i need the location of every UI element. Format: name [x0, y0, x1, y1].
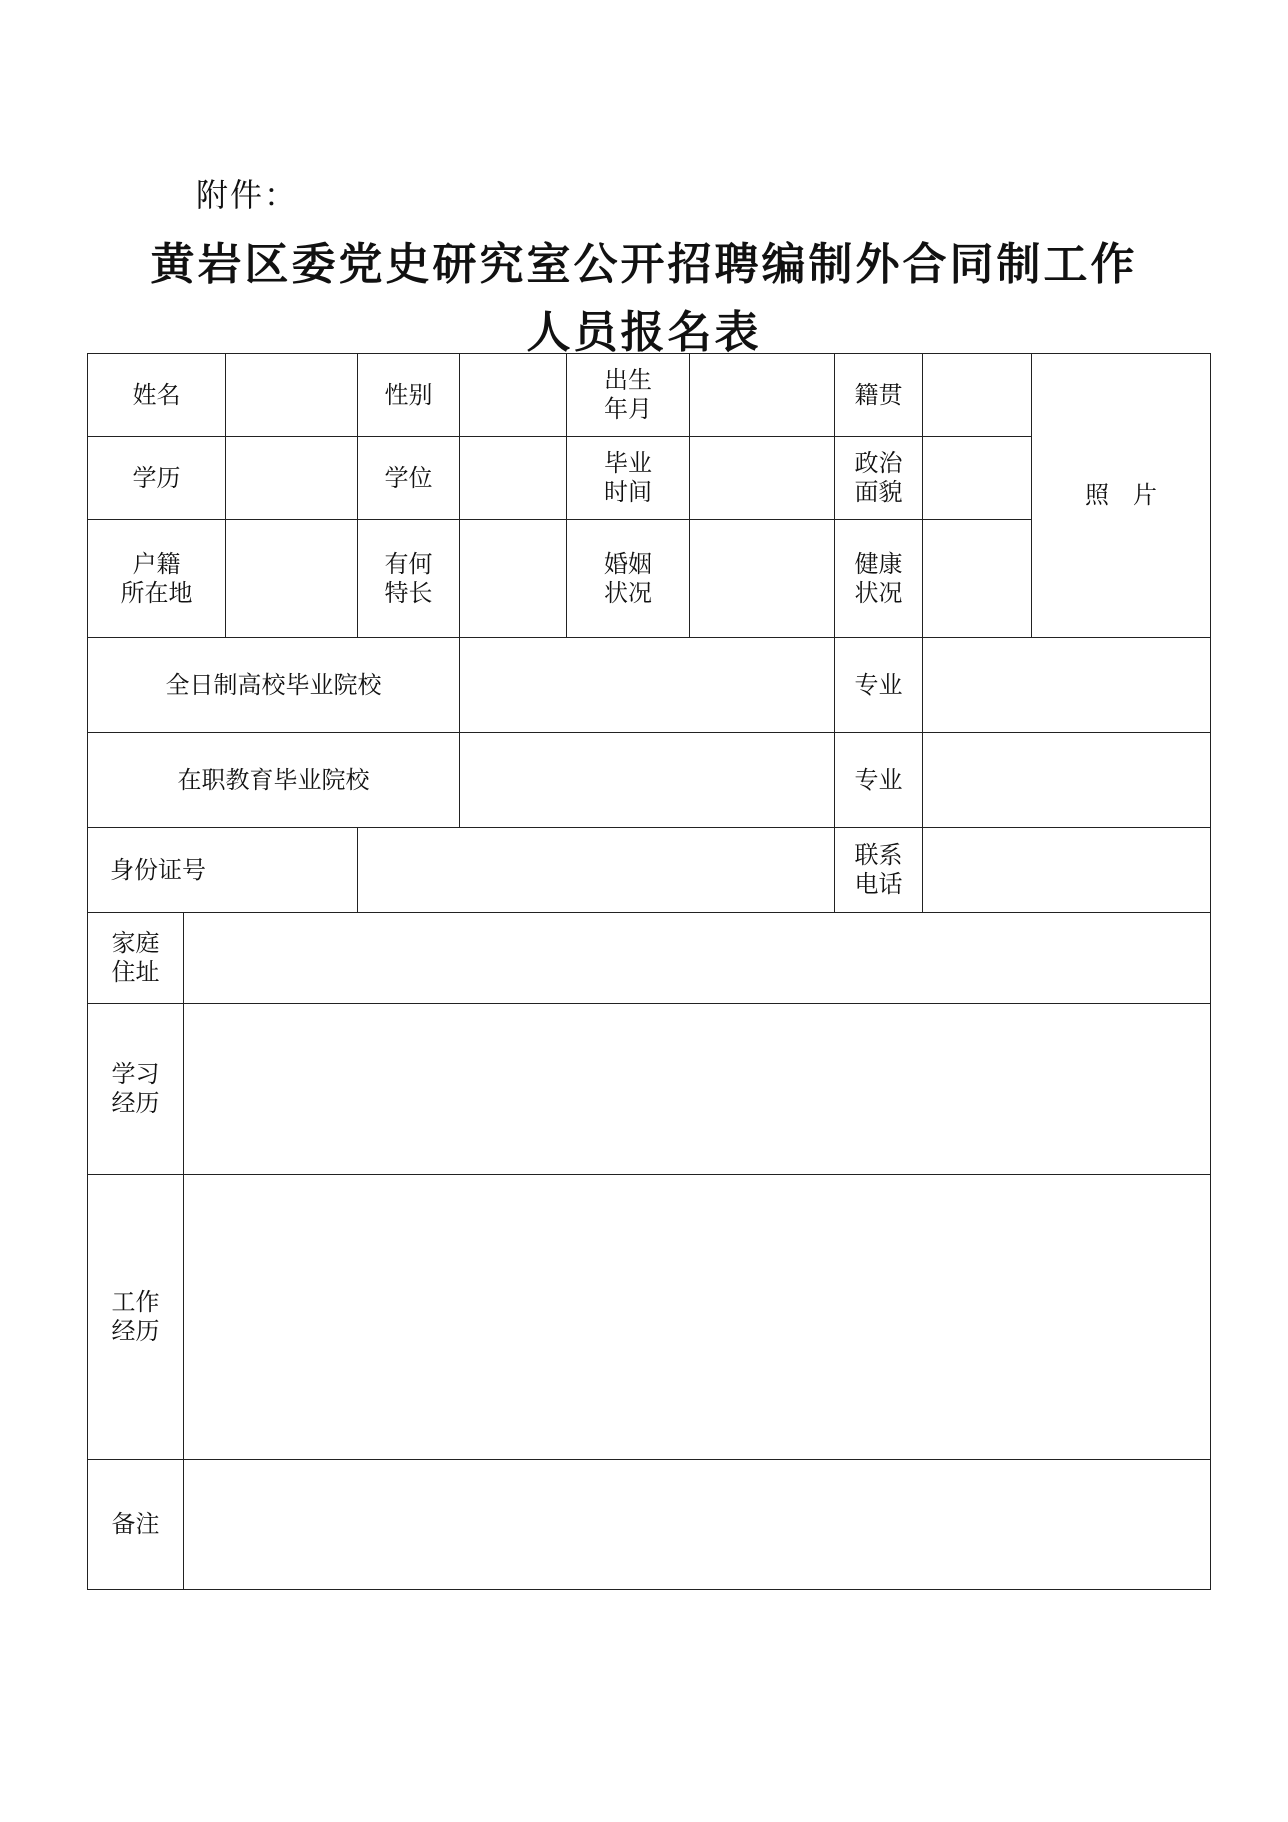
- major-label-2: 专业: [835, 733, 923, 828]
- id-number-label: 身份证号: [88, 828, 358, 913]
- political-status-field[interactable]: [923, 437, 1032, 520]
- major-field-1[interactable]: [923, 638, 1211, 733]
- birth-date-field[interactable]: [690, 354, 835, 437]
- registration-form-table: [87, 353, 1211, 1590]
- fulltime-school-label: 全日制高校毕业院校: [88, 638, 460, 733]
- specialty-field[interactable]: [460, 520, 567, 638]
- health-status-field[interactable]: [923, 520, 1032, 638]
- gender-label: 性别: [358, 354, 460, 437]
- household-label: 户籍 所在地: [88, 520, 226, 638]
- remarks-label: 备注: [88, 1460, 184, 1590]
- photo-box: 照 片: [1032, 354, 1211, 638]
- name-label: 姓名: [88, 354, 226, 437]
- remarks-field[interactable]: [184, 1460, 1211, 1590]
- degree-label: 学位: [358, 437, 460, 520]
- gender-field[interactable]: [460, 354, 567, 437]
- graduation-time-label: 毕业 时间: [567, 437, 690, 520]
- specialty-label: 有何 特长: [358, 520, 460, 638]
- fulltime-school-field[interactable]: [460, 638, 835, 733]
- education-field[interactable]: [226, 437, 358, 520]
- inservice-school-field[interactable]: [460, 733, 835, 828]
- major-label-1: 专业: [835, 638, 923, 733]
- name-field[interactable]: [226, 354, 358, 437]
- native-place-field[interactable]: [923, 354, 1032, 437]
- work-history-label: 工作 经历: [88, 1175, 184, 1460]
- address-label: 家庭 住址: [88, 913, 184, 1004]
- form-title-line-1: 黄岩区委党史研究室公开招聘编制外合同制工作: [150, 239, 1138, 290]
- inservice-school-label: 在职教育毕业院校: [88, 733, 460, 828]
- form-title-line-2: 人员报名表: [526, 307, 762, 358]
- phone-field[interactable]: [923, 828, 1211, 913]
- health-status-label: 健康 状况: [835, 520, 923, 638]
- political-status-label: 政治 面貌: [835, 437, 923, 520]
- address-field[interactable]: [184, 913, 1211, 1004]
- birth-date-label: 出生 年月: [567, 354, 690, 437]
- marital-status-label: 婚姻 状况: [567, 520, 690, 638]
- attachment-label: 附件：: [196, 176, 299, 214]
- graduation-time-field[interactable]: [690, 437, 835, 520]
- phone-label: 联系 电话: [835, 828, 923, 913]
- study-history-label: 学习 经历: [88, 1004, 184, 1175]
- household-field[interactable]: [226, 520, 358, 638]
- study-history-field[interactable]: [184, 1004, 1211, 1175]
- id-number-grid: [358, 828, 835, 913]
- education-label: 学历: [88, 437, 226, 520]
- marital-status-field[interactable]: [690, 520, 835, 638]
- work-history-field[interactable]: [184, 1175, 1211, 1460]
- major-field-2[interactable]: [923, 733, 1211, 828]
- native-place-label: 籍贯: [835, 354, 923, 437]
- degree-field[interactable]: [460, 437, 567, 520]
